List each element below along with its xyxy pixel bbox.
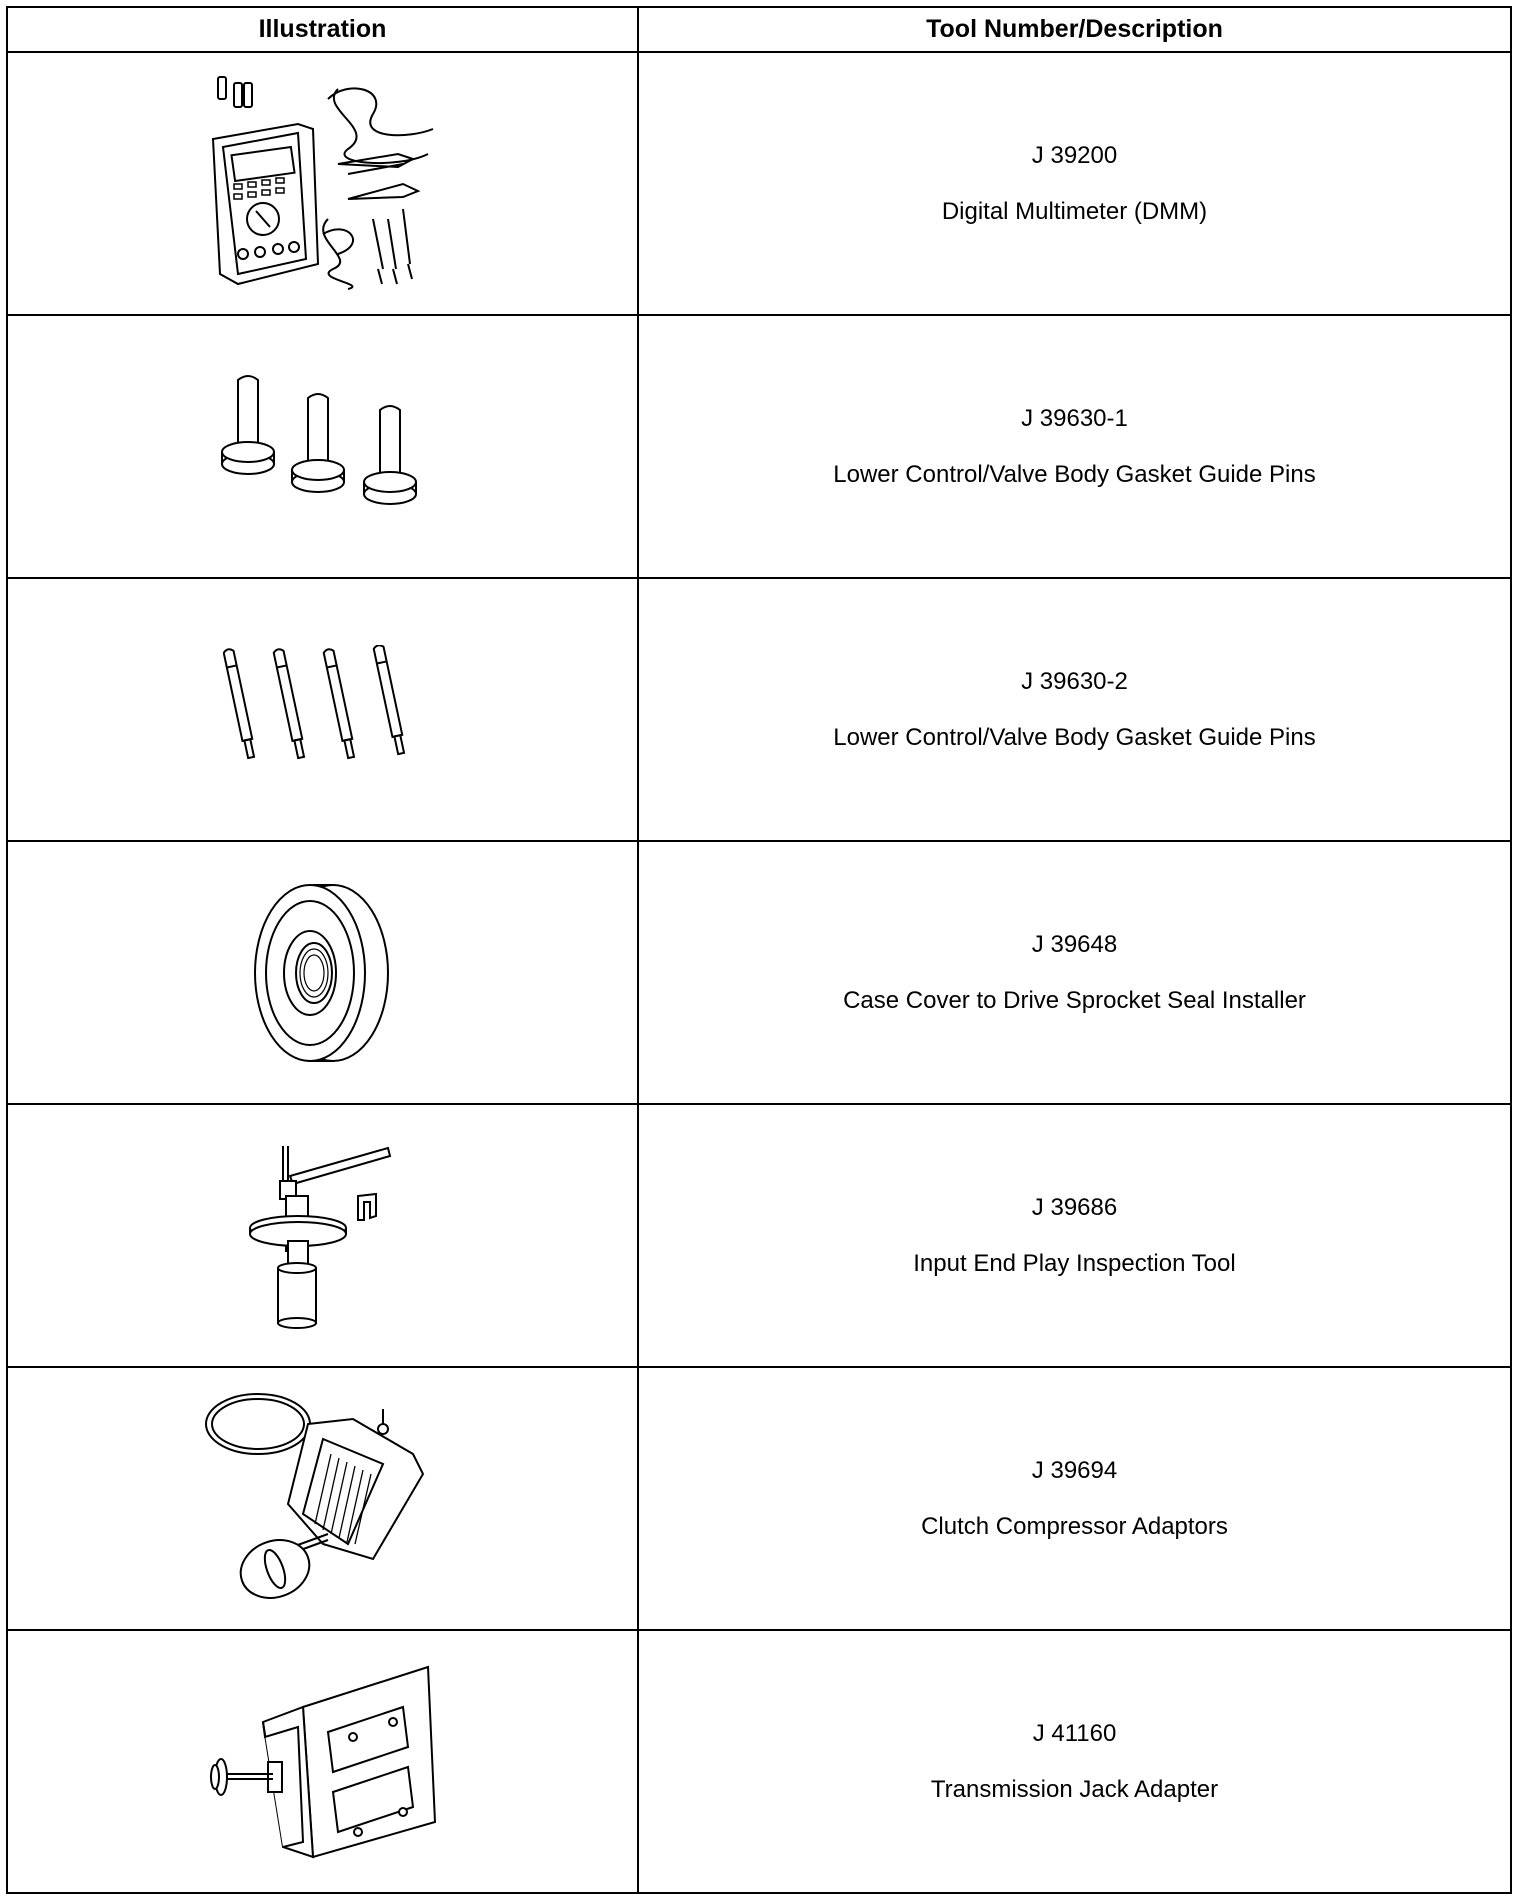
tool-description: Lower Control/Valve Body Gasket Guide Pins xyxy=(833,460,1316,488)
seal-installer-icon xyxy=(248,878,398,1068)
illustration-cell xyxy=(7,315,638,578)
illustration-cell xyxy=(7,578,638,841)
tool-number: J 39630-1 xyxy=(1021,404,1128,432)
tool-number: J 39648 xyxy=(1031,930,1118,958)
table-row xyxy=(7,315,1511,578)
tool-cell xyxy=(638,578,1511,841)
table-row xyxy=(7,578,1511,841)
table-header-row xyxy=(7,7,1511,52)
illustration-cell xyxy=(7,841,638,1104)
illustration-header: Illustration xyxy=(7,7,638,52)
illustration-cell xyxy=(7,1630,638,1893)
illustration-cell xyxy=(7,1367,638,1630)
tool-description: Case Cover to Drive Sprocket Seal Installer xyxy=(843,986,1306,1014)
table-row xyxy=(7,1104,1511,1367)
jack-adapter-icon xyxy=(203,1662,443,1862)
tool-description: Lower Control/Valve Body Gasket Guide Pins xyxy=(833,723,1316,751)
table-row xyxy=(7,1630,1511,1893)
multimeter-icon xyxy=(198,69,448,299)
guide-pins-short-icon xyxy=(218,372,428,522)
tool-number: J 39630-2 xyxy=(1021,667,1128,695)
tool-cell xyxy=(638,315,1511,578)
tool-description: Clutch Compressor Adaptors xyxy=(921,1512,1228,1540)
clutch-compressor-icon xyxy=(203,1384,443,1614)
tool-cell xyxy=(638,52,1511,315)
illustration-cell xyxy=(7,1104,638,1367)
tool-description: Input End Play Inspection Tool xyxy=(913,1249,1236,1277)
tool-number: J 39200 xyxy=(1031,141,1118,169)
tool-cell xyxy=(638,1630,1511,1893)
guide-pins-long-icon xyxy=(223,645,423,775)
tool-cell xyxy=(638,841,1511,1104)
tool-number: J 39694 xyxy=(1031,1456,1118,1484)
tool-number: J 39686 xyxy=(1031,1193,1118,1221)
tool-cell xyxy=(638,1104,1511,1367)
end-play-tool-icon xyxy=(248,1136,398,1336)
table-row xyxy=(7,841,1511,1104)
tool-number: J 41160 xyxy=(1032,1719,1117,1747)
illustration-cell xyxy=(7,52,638,315)
tool-description: Digital Multimeter (DMM) xyxy=(941,197,1208,225)
special-tools-table xyxy=(6,6,1512,1894)
table-row xyxy=(7,52,1511,315)
tool-cell xyxy=(638,1367,1511,1630)
tool-description: Transmission Jack Adapter xyxy=(930,1775,1219,1803)
table-row xyxy=(7,1367,1511,1630)
tool-header: Tool Number/Description xyxy=(638,7,1511,52)
